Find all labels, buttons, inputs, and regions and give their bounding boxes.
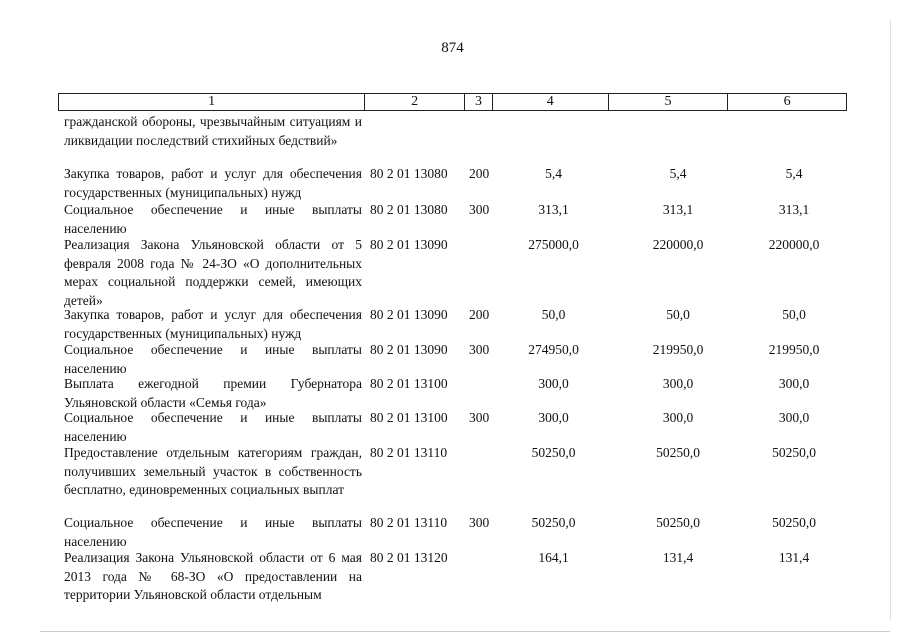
row-code: 80 2 01 13110 <box>370 515 448 530</box>
row-expense-type: 200 <box>469 166 490 181</box>
row-value-5: 50,0 <box>666 307 690 322</box>
row-value-4: 300,0 <box>538 410 569 425</box>
row-value-6: 220000,0 <box>768 237 820 252</box>
row-value-4: 5,4 <box>545 166 562 181</box>
row-value-4: 313,1 <box>538 202 569 217</box>
row-description: Социальное обеспечение и иные выплаты населению <box>64 342 362 376</box>
row-value-6: 50250,0 <box>772 515 816 530</box>
row-code: 80 2 01 13120 <box>370 550 448 565</box>
row-expense-type: 200 <box>469 307 490 322</box>
row-code: 80 2 01 13090 <box>370 342 448 357</box>
row-expense-type: 300 <box>469 342 490 357</box>
row-value-5: 219950,0 <box>652 342 704 357</box>
row-expense-type: 300 <box>469 202 490 217</box>
row-value-6: 5,4 <box>785 166 803 181</box>
row-value-6: 50250,0 <box>772 445 816 460</box>
header-col-1: 1 <box>59 94 365 110</box>
table-row <box>0 341 905 378</box>
page-number: 874 <box>441 40 464 56</box>
table-row <box>0 375 905 412</box>
row-value-4: 164,1 <box>538 550 569 565</box>
row-description: гражданской обороны, чрезвычайным ситуациям и ликвидации последствий стихийных бедствий» <box>64 114 362 148</box>
table-row <box>0 165 905 202</box>
row-value-5: 313,1 <box>662 202 694 217</box>
row-value-4: 50,0 <box>541 307 566 322</box>
row-value-4: 50250,0 <box>531 445 576 460</box>
row-value-5: 50250,0 <box>656 445 700 460</box>
row-description: Предоставление отдельным категориям граждан, получивших земельный участок в собственность бесплатно, единовременных социальных выплат <box>64 445 362 497</box>
row-description: Реализация Закона Ульяновской области от 6 мая 2013 года № 68-ЗО «О предоставлении на территории Ульяновской области отдельным <box>64 550 362 602</box>
row-value-6: 50,0 <box>782 307 806 322</box>
scan-edge-right <box>890 20 891 620</box>
row-description: Социальное обеспечение и иные выплаты населению <box>64 202 362 236</box>
row-value-6: 300,0 <box>778 410 810 425</box>
header-col-5: 5 <box>609 94 729 110</box>
row-description: Социальное обеспечение и иные выплаты населению <box>64 410 362 444</box>
row-value-5: 131,4 <box>662 550 694 565</box>
table-row <box>0 113 905 168</box>
header-col-4: 4 <box>493 94 609 110</box>
row-value-6: 313,1 <box>778 202 810 217</box>
header-col-6: 6 <box>783 94 791 109</box>
row-code: 80 2 01 13090 <box>370 237 448 252</box>
row-description: Социальное обеспечение и иные выплаты населению <box>64 515 362 549</box>
table-row <box>0 514 905 551</box>
row-value-6: 131,4 <box>778 550 810 565</box>
row-expense-type: 300 <box>469 410 490 425</box>
row-value-5: 5,4 <box>669 166 687 181</box>
row-value-4: 50250,0 <box>531 515 576 530</box>
row-value-6: 300,0 <box>778 376 810 391</box>
row-code: 80 2 01 13110 <box>370 445 448 460</box>
header-col-2: 2 <box>365 94 465 110</box>
row-value-4: 275000,0 <box>528 237 579 252</box>
table-row <box>0 306 905 343</box>
row-description: Выплата ежегодной премии Губернатора Ульяновской области «Семья года» <box>64 376 362 410</box>
row-value-5: 300,0 <box>662 410 694 425</box>
row-description: Закупка товаров, работ и услуг для обеспечения государственных (муниципальных) нужд <box>64 307 362 341</box>
table-row <box>0 444 905 518</box>
row-expense-type: 300 <box>469 515 490 530</box>
table-row <box>0 201 905 238</box>
scan-edge-bottom <box>40 631 890 632</box>
row-code: 80 2 01 13090 <box>370 307 448 322</box>
row-value-4: 300,0 <box>538 376 569 391</box>
row-value-5: 220000,0 <box>652 237 704 252</box>
row-code: 80 2 01 13080 <box>370 202 448 217</box>
row-code: 80 2 01 13100 <box>370 410 448 425</box>
row-value-5: 300,0 <box>662 376 694 391</box>
table-header <box>58 93 847 111</box>
table-row <box>0 236 905 310</box>
row-value-6: 219950,0 <box>768 342 820 357</box>
row-code: 80 2 01 13100 <box>370 376 448 391</box>
row-value-5: 50250,0 <box>656 515 700 530</box>
row-description: Реализация Закона Ульяновской области от 5 февраля 2008 года № 24-ЗО «О дополнительных мерах социальной поддержки семей, имеющих детей» <box>64 237 362 308</box>
table-row <box>0 549 905 605</box>
header-col-3: 3 <box>465 94 493 110</box>
table-row <box>0 409 905 446</box>
row-description: Закупка товаров, работ и услуг для обеспечения государственных (муниципальных) нужд <box>64 166 362 200</box>
row-value-4: 274950,0 <box>528 342 579 357</box>
row-code: 80 2 01 13080 <box>370 166 448 181</box>
